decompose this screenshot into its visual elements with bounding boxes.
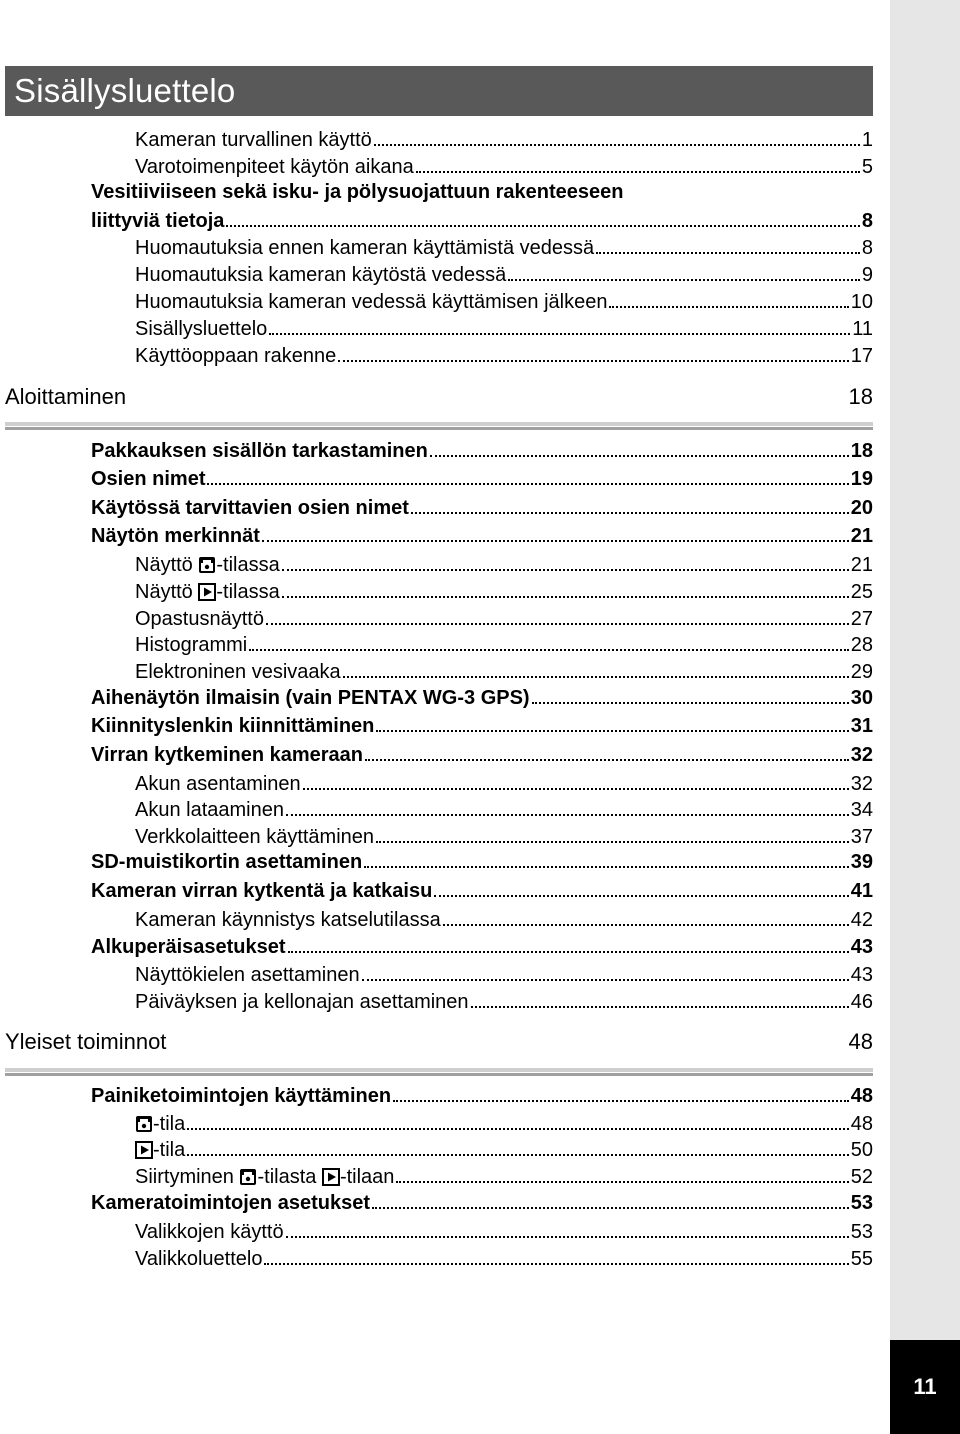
toc-entry[interactable]: Näytön merkinnät 21 <box>91 525 873 547</box>
section-heading[interactable] <box>5 1027 873 1057</box>
section-page: 48 <box>848 1029 873 1054</box>
section-divider <box>5 1068 873 1076</box>
camera-icon <box>135 1115 153 1133</box>
toc-entry[interactable]: Huomautuksia kameran vedessä käyttämisen jälkeen 10 <box>135 291 873 313</box>
side-tab-strip <box>890 0 960 1434</box>
toc-entry[interactable]: Akun lataaminen 34 <box>135 799 873 821</box>
toc-entry[interactable]: Elektroninen vesivaaka 29 <box>135 661 873 683</box>
toc-entry[interactable]: Näyttö -tilassa 25 <box>135 581 873 603</box>
toc-entry[interactable]: Kameran virran kytkentä ja katkaisu 41 <box>91 880 873 902</box>
toc-entry[interactable]: Käytössä tarvittavien osien nimet 20 <box>91 497 873 519</box>
play-icon <box>322 1168 340 1186</box>
section-divider <box>5 422 873 430</box>
toc-entry[interactable]: Opastusnäyttö 27 <box>135 608 873 630</box>
toc-entry[interactable]: Histogrammi 28 <box>135 634 873 656</box>
play-icon <box>198 583 216 601</box>
toc-entry[interactable]: Huomautuksia kameran käytöstä vedessä 9 <box>135 264 873 286</box>
page-number: 11 <box>913 1374 937 1399</box>
camera-icon <box>239 1168 257 1186</box>
toc-entry[interactable]: Siirtyminen -tilasta -tilaan 52 <box>135 1166 873 1188</box>
toc-entry[interactable]: Valikkojen käyttö 53 <box>135 1221 873 1243</box>
toc-entry[interactable]: Osien nimet 19 <box>91 468 873 490</box>
toc-entry[interactable]: Kameran turvallinen käyttö 1 <box>135 129 873 151</box>
toc-entry[interactable]: Varotoimenpiteet käytön aikana 5 <box>135 156 873 178</box>
toc-entry-line1[interactable]: Vesitiiviiseen sekä isku- ja pölysuojattuun rakenteeseen <box>91 181 624 203</box>
toc-entry[interactable]: SD-muistikortin asettaminen 39 <box>91 851 873 873</box>
toc-entry[interactable]: Valikkoluettelo 55 <box>135 1248 873 1270</box>
toc-entry[interactable]: Näyttö -tilassa 21 <box>135 554 873 576</box>
toc-entry[interactable]: Virran kytkeminen kameraan 32 <box>91 744 873 766</box>
toc-entry[interactable]: -tila 50 <box>135 1136 873 1162</box>
section-heading[interactable] <box>5 382 873 412</box>
play-icon <box>135 1141 153 1159</box>
title-bar <box>5 66 873 116</box>
toc-entry[interactable]: Kiinnityslenkin kiinnittäminen 31 <box>91 715 873 737</box>
section-page: 18 <box>848 384 873 409</box>
camera-icon <box>198 556 216 574</box>
toc-entry[interactable]: Huomautuksia ennen kameran käyttämistä vedessä 8 <box>135 237 873 259</box>
page-title: Sisällysluettelo <box>14 72 236 109</box>
toc-entry[interactable]: Käyttöoppaan rakenne 17 <box>135 345 873 367</box>
toc-entry[interactable]: liittyviä tietoja 8 <box>91 210 873 232</box>
toc-entry[interactable]: -tila 48 <box>135 1110 873 1136</box>
toc-entry[interactable]: Aihenäytön ilmaisin (vain PENTAX WG-3 GPS) 30 <box>91 687 873 709</box>
toc-entry[interactable]: Verkkolaitteen käyttäminen 37 <box>135 826 873 848</box>
toc-entry[interactable]: Alkuperäisasetukset 43 <box>91 936 873 958</box>
toc-entry[interactable]: Päiväyksen ja kellonajan asettaminen 46 <box>135 991 873 1013</box>
toc-entry[interactable]: Akun asentaminen 32 <box>135 773 873 795</box>
page-number-box <box>890 1340 960 1434</box>
toc-entry[interactable]: Sisällysluettelo 11 <box>135 318 873 340</box>
toc-entry[interactable]: Näyttökielen asettaminen 43 <box>135 964 873 986</box>
toc-entry[interactable]: Painiketoimintojen käyttäminen 48 <box>91 1085 873 1107</box>
toc-entry[interactable]: Pakkauksen sisällön tarkastaminen 18 <box>91 440 873 462</box>
section-title: Aloittaminen <box>5 384 127 409</box>
toc-entry[interactable]: Kameratoimintojen asetukset 53 <box>91 1192 873 1214</box>
toc-entry[interactable]: Kameran käynnistys katselutilassa 42 <box>135 909 873 931</box>
section-title: Yleiset toiminnot <box>5 1029 167 1054</box>
